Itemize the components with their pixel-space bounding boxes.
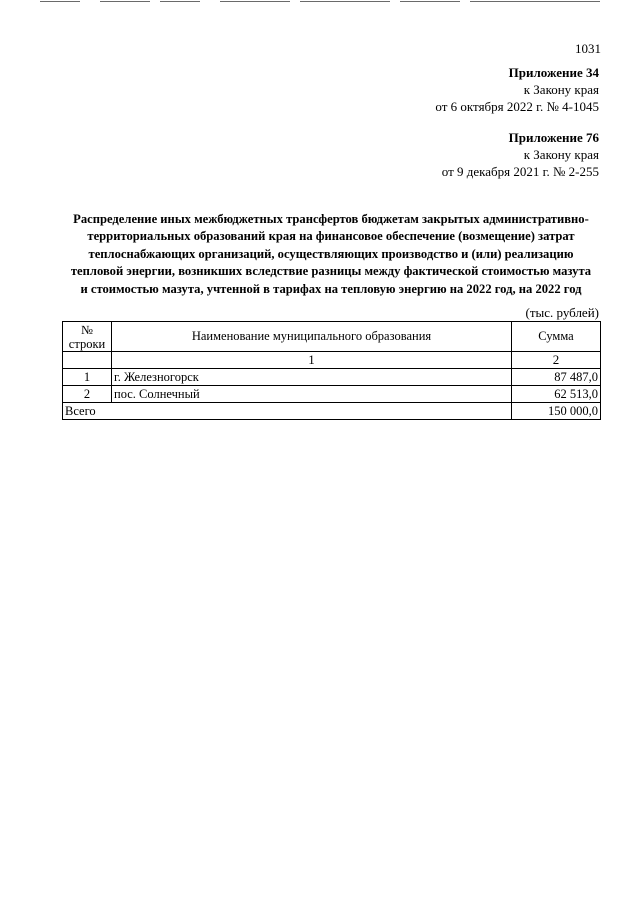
appendix-law-ref: к Закону края [523, 82, 599, 97]
column-number-2: 2 [512, 352, 601, 369]
appendix-title: Приложение 76 [508, 130, 599, 145]
municipality-name: г. Железногорск [112, 369, 512, 386]
total-row [63, 403, 601, 420]
appendix-block-34 [435, 64, 599, 115]
header-no-sign: № [81, 322, 93, 337]
table-header-row [63, 322, 601, 352]
title-line: Распределение иных межбюджетных трансфертов бюджетам закрытых административно- [73, 212, 589, 226]
scan-top-edge [0, 0, 639, 4]
row-sum: 62 513,0 [512, 386, 601, 403]
distribution-table [62, 321, 601, 420]
title-line: тепловой энергии, возникших вследствие разницы между фактической стоимостью мазута [70, 264, 592, 279]
column-number-row [63, 352, 601, 369]
municipality-name: пос. Солнечный [112, 386, 512, 403]
table-row [63, 386, 601, 403]
header-row-number [63, 322, 112, 352]
appendix-title: Приложение 34 [508, 65, 599, 80]
document-title [60, 211, 602, 298]
table-row [63, 369, 601, 386]
title-line: теплоснабжающих организаций, осуществляющих производство и (или) реализацию [88, 246, 574, 261]
total-label: Всего [63, 403, 512, 420]
appendix-law-ref: к Закону края [523, 147, 599, 162]
row-sum: 87 487,0 [512, 369, 601, 386]
appendix-law-date: от 9 декабря 2021 г. № 2-255 [441, 164, 599, 179]
header-no-word: строки [68, 336, 106, 351]
column-number-empty [63, 352, 112, 369]
column-number-1: 1 [112, 352, 512, 369]
units-label: (тыс. рублей) [525, 305, 599, 320]
page-number: 1031 [575, 41, 601, 56]
header-sum: Сумма [512, 322, 601, 352]
row-number: 1 [63, 369, 112, 386]
title-line: и стоимостью мазута, учтенной в тарифах на тепловую энергию на 2022 год, на 2022 год [80, 281, 582, 296]
header-municipality: Наименование муниципального образования [112, 322, 512, 352]
appendix-law-date: от 6 октября 2022 г. № 4-1045 [435, 99, 599, 114]
row-number: 2 [63, 386, 112, 403]
appendix-block-76 [442, 129, 599, 180]
total-sum: 150 000,0 [512, 403, 601, 420]
title-line: территориальных образований края на финансовое обеспечение (возмещение) затрат [87, 229, 575, 244]
